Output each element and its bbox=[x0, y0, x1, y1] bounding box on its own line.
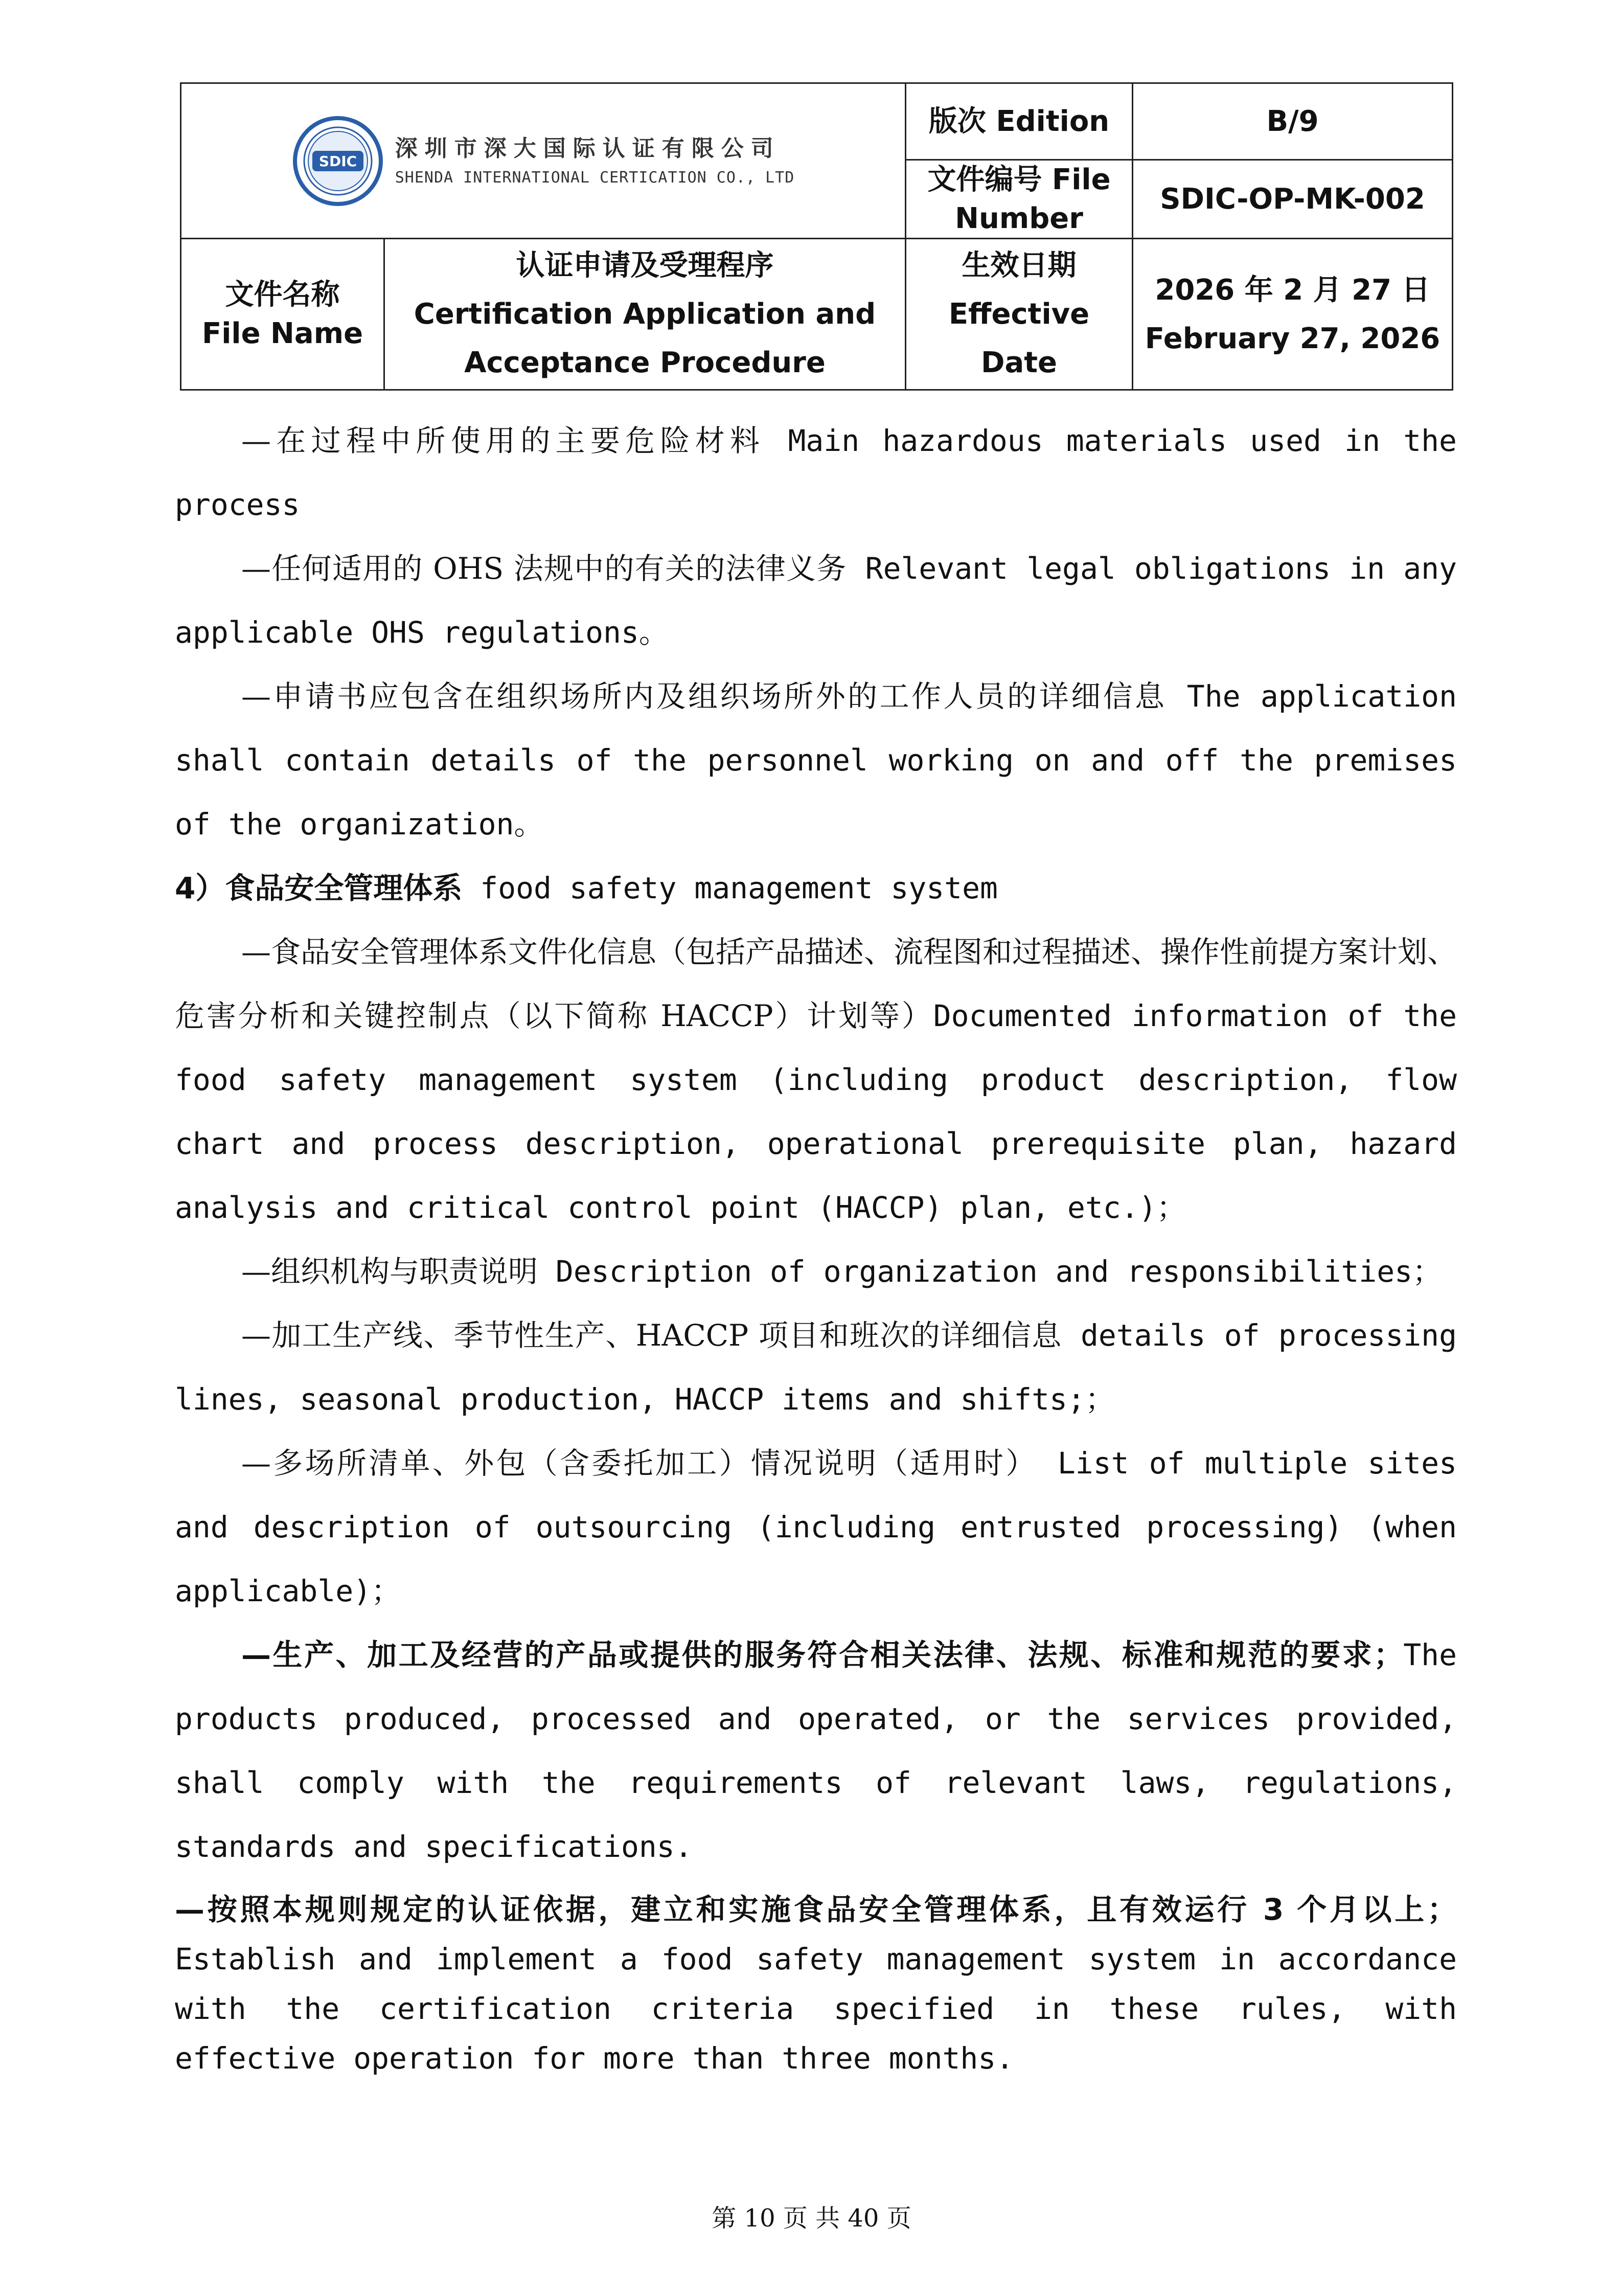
paragraph-en: The products produced, processed and operated, or the services provided, shall comply with the requirements of relevant laws, regulations, standards and specifications. bbox=[175, 1638, 1457, 1864]
paragraph-cn: —组织机构与职责说明 bbox=[241, 1254, 538, 1289]
paragraph-en: List of multiple sites and description of outsourcing (including entrusted processing) (when applicable)； bbox=[175, 1446, 1457, 1608]
effective-label-en-2: Date bbox=[980, 346, 1058, 380]
paragraph-en: Relevant legal obligations in any applicable OHS regulations。 bbox=[175, 551, 1457, 650]
company-logo-cell bbox=[181, 83, 906, 239]
paragraph-organization bbox=[175, 1240, 1457, 1304]
effective-label-en-1: Effective bbox=[948, 298, 1090, 331]
file-name-en-2: Acceptance Procedure bbox=[464, 346, 826, 380]
effective-date-value bbox=[1133, 239, 1453, 390]
logo-letters: SDIC bbox=[318, 152, 357, 170]
effective-date-cn: 2026 年 2 月 27 日 bbox=[1155, 273, 1430, 307]
file-name-cn: 认证申请及受理程序 bbox=[516, 248, 774, 282]
paragraph-en: Establish and implement a food safety management system in accordance with the certification criteria specified in these rules, with effective operation for more than three months. bbox=[175, 1942, 1457, 2076]
heading-cn: 4）食品安全管理体系 bbox=[175, 871, 463, 905]
paragraph-en: details of processing lines, seasonal production, HACCP items and shifts;； bbox=[175, 1318, 1457, 1417]
file-name-en-1: Certification Application and bbox=[414, 298, 876, 331]
paragraph-en: Main hazardous materials used in the process bbox=[175, 423, 1457, 522]
edition-label: 版次 Edition bbox=[906, 83, 1133, 160]
paragraph-cn: —加工生产线、季节性生产、HACCP 项目和班次的详细信息 bbox=[241, 1318, 1062, 1353]
file-number-label bbox=[906, 160, 1133, 239]
file-number-value: SDIC-OP-MK-002 bbox=[1133, 160, 1453, 239]
paragraph-ohs-obligations bbox=[175, 537, 1457, 665]
edition-value: B/9 bbox=[1133, 83, 1453, 160]
paragraph-hazardous-materials bbox=[175, 409, 1457, 537]
paragraph-three-months bbox=[175, 1885, 1457, 2083]
paragraph-cn: —食品安全管理体系文件化信息（包括产品描述、流程图和过程描述、操作性前提方案计划、危害分析和关键控制点（以下简称 HACCP）计划等） bbox=[175, 935, 1457, 1033]
file-number-label-en: Number bbox=[955, 201, 1083, 235]
document-body bbox=[175, 409, 1457, 2083]
paragraph-en: The application shall contain details of the personnel working on and off the premises of the organization。 bbox=[175, 679, 1457, 842]
section-heading-food-safety bbox=[175, 856, 1457, 920]
paragraph-cn: —任何适用的 OHS 法规中的有关的法律义务 bbox=[241, 551, 847, 586]
page-number: 第 10 页 共 40 页 bbox=[712, 2204, 911, 2233]
paragraph-processing-lines bbox=[175, 1304, 1457, 1431]
heading-en: food safety management system bbox=[462, 871, 998, 905]
paragraph-personnel-details bbox=[175, 665, 1457, 856]
file-name-label-en: File Name bbox=[201, 316, 363, 350]
effective-date-label bbox=[906, 239, 1133, 390]
paragraph-cn: —申请书应包含在组织场所内及组织场所外的工作人员的详细信息 bbox=[241, 679, 1167, 714]
paragraph-documented-information bbox=[175, 920, 1457, 1240]
paragraph-multiple-sites bbox=[175, 1431, 1457, 1623]
company-logo-icon bbox=[292, 115, 384, 207]
file-name-label-cn: 文件名称 bbox=[225, 278, 340, 312]
company-name-cn: 深圳市深大国际认证有限公司 bbox=[395, 135, 781, 162]
paragraph-en: Documented information of the food safety management system (including product description, flow chart and process description, operational prerequisite plan, hazard analysis and critical control point (HACCP) plan, etc.)； bbox=[175, 998, 1457, 1225]
document-header-table bbox=[180, 82, 1453, 391]
file-name-label bbox=[181, 239, 384, 390]
paragraph-cn: —多场所清单、外包（含委托加工）情况说明（适用时） bbox=[241, 1446, 1038, 1481]
paragraph-cn: —按照本规则规定的认证依据，建立和实施食品安全管理体系，且有效运行 3 个月以上； bbox=[175, 1892, 1457, 1927]
file-name-value bbox=[384, 239, 906, 390]
paragraph-cn: —在过程中所使用的主要危险材料 bbox=[241, 423, 765, 458]
effective-label-cn: 生效日期 bbox=[962, 248, 1077, 282]
paragraph-en: Description of organization and responsibilities； bbox=[538, 1254, 1443, 1289]
company-name-en: SHENDA INTERNATIONAL CERTICATION CO., LTD bbox=[395, 169, 795, 187]
file-number-label-cn: 文件编号 File bbox=[927, 163, 1111, 196]
paragraph-cn: —生产、加工及经营的产品或提供的服务符合相关法律、法规、标准和规范的要求； bbox=[241, 1638, 1404, 1672]
paragraph-compliance bbox=[175, 1623, 1457, 1879]
effective-date-en: February 27, 2026 bbox=[1145, 322, 1441, 355]
